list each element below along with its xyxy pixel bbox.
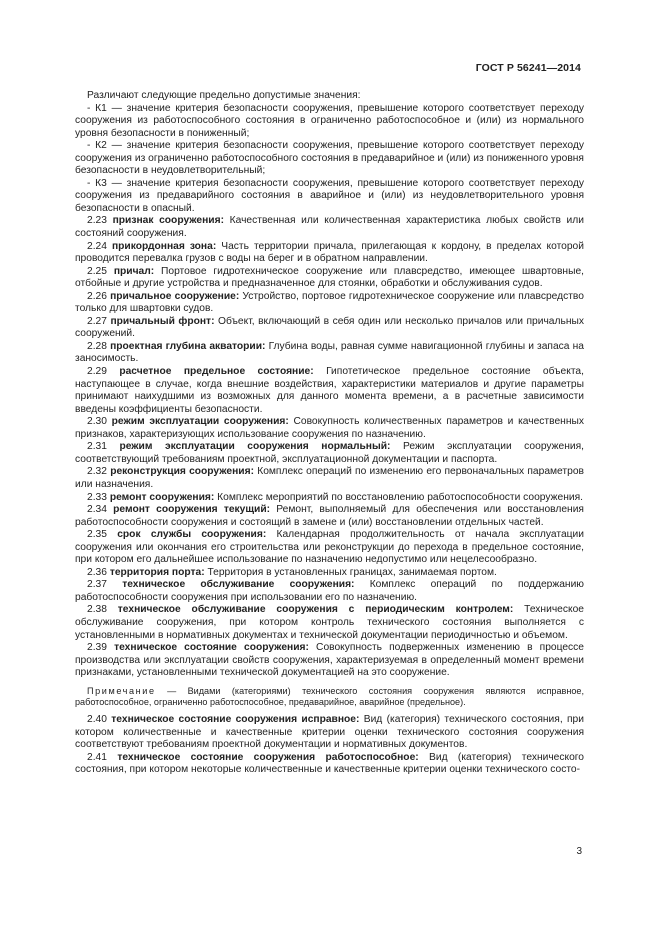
term-2-25: 2.25 причал: Портовое гидротехническое сооружение или плавсредство, имеющее швартовные, отбойные и другие устройства и предназначенное для стоянки, обработки и обслуживания судов.	[75, 265, 584, 290]
term-2-27: 2.27 причальный фронт: Объект, включающий в себя один или несколько причалов или причальных сооружений.	[75, 315, 584, 340]
term-2-31: 2.31 режим эксплуатации сооружения нормальный: Режим эксплуатации сооружения, соответствующий требованиям проектной, эксплуатационной документации и паспорта.	[75, 441, 584, 465]
term-2-36: 2.36 территория порта: Территория в установленных границах, занимаемая портом.	[87, 566, 497, 578]
standard-header: ГОСТ Р 56241—2014	[475, 62, 581, 74]
k1-item: - К1 — значение критерия безопасности сооружения, превышение которого соответствует переходу сооружения из работоспособного состояния в ограниченно работоспособное и (или) из нормального уровня безопасности в пониженный;	[75, 102, 584, 139]
term-2-26: 2.26 причальное сооружение: Устройство, портовое гидротехническое сооружение или плавсредство только для швартовки судов.	[75, 290, 584, 315]
term-2-23: 2.23 признак сооружения: Качественная или количественная характеристика любых свойств или состояний сооружения.	[75, 215, 584, 240]
term-2-33: 2.33 ремонт сооружения: Комплекс мероприятий по восстановлению работоспособности сооружения.	[87, 491, 583, 503]
intro-paragraph: Различают следующие предельно допустимые значения:	[87, 90, 361, 101]
k3-item: - К3 — значение критерия безопасности сооружения, превышение которого соответствует переходу сооружения из предаварийного состояния в аварийное и (или) из неудовлетворительного уровня безопасности в опасный.	[75, 177, 584, 214]
term-2-30: 2.30 режим эксплуатации сооружения: Совокупность количественных параметров и качественных признаков, характеризующих использование сооружения по назначению.	[75, 416, 584, 440]
term-2-37: 2.37 техническое обслуживание сооружения: Комплекс операций по поддержанию работоспособности сооружения при использовании его по назначению.	[75, 579, 584, 603]
term-2-24: 2.24 прикордонная зона: Часть территории причала, прилегающая к кордону, в пределах которой проводится перевалка грузов с воды на берег и в обратном направлении.	[75, 240, 584, 265]
term-2-34: 2.34 ремонт сооружения текущий: Ремонт, выполняемый для обеспечения или восстановления работоспособности сооружения и состоящий в замене и (или) восстановлении отдельных частей.	[75, 504, 584, 528]
term-2-40: 2.40 техническое состояние сооружения исправное: Вид (категория) технического состояния, при котором количественные и качественные критерии оценки технического состояния сооружения соответствуют требованиям проектной документации и нормативных документов.	[75, 714, 584, 751]
term-2-39: 2.39 техническое состояние сооружения: Совокупность подверженных изменению в процессе производства или эксплуатации свойств сооружения, характеризуемая в определенный момент времени признаками, установленными технической документацией на это сооружение.	[75, 642, 584, 679]
page-number: 3	[576, 846, 582, 857]
term-2-41: 2.41 техническое состояние сооружения работоспособное: Вид (категория) технического состояния, при котором некоторые количественные и качественные критерии оценки технического состо-	[75, 751, 585, 776]
k2-item: - К2 — значение критерия безопасности сооружения, превышение которого соответствует переходу сооружения из ограниченно работоспособного состояния в предаварийное и (или) из пониженного уровня безопасности в неудовлетворительный;	[75, 140, 584, 177]
term-2-29: 2.29 расчетное предельное состояние: Гипотетическое предельное состояние объекта, наступающее в случае, когда внешние воздействия, характеристики материалов и другие параметры принимают наихудшими из возможных для данного момента времени, а в расчетные зависимости введены коэффициенты безопасности.	[75, 366, 584, 415]
note-paragraph	[75, 686, 584, 709]
term-2-38: 2.38 техническое обслуживание сооружения с периодическим контролем: Техническое обслуживание сооружения, при котором контроль технического состояния выполняется с установленными в нормативных документах и технической документации периодичностью и объемом.	[75, 604, 584, 641]
document-body	[75, 90, 584, 777]
note-label: Примечание	[87, 685, 156, 696]
note-text: — Видами (категориями) технического состояния сооружения являются исправное, работоспособное, ограниченно работоспособное, предаварийное, аварийное (предельное).	[75, 685, 584, 707]
term-2-35: 2.35 срок службы сооружения: Календарная продолжительность от начала эксплуатации сооружения или окончания его строительства или реконструкции до перехода в предельное состояние, при котором его дальнейшее использование по назначению недопустимо или нецелесообразно.	[75, 529, 584, 566]
term-2-32: 2.32 реконструкция сооружения: Комплекс операций по изменению его первоначальных параметров или назначения.	[75, 466, 584, 490]
term-2-28: 2.28 проектная глубина акватории: Глубина воды, равная сумме навигационной глубины и запаса на заносимость.	[75, 340, 584, 365]
